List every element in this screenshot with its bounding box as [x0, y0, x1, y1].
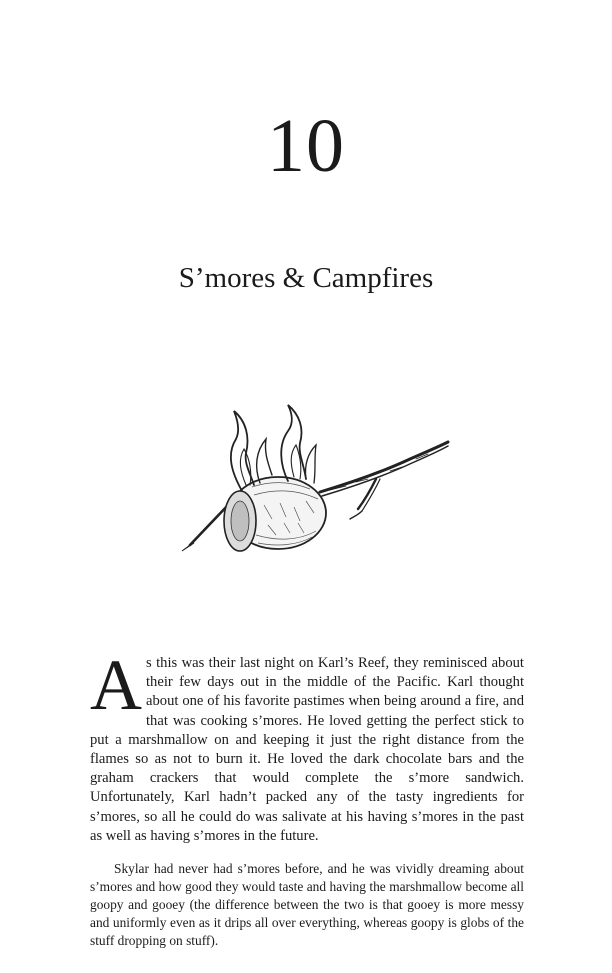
paragraph-1-text: s this was their last night on Karl’s Reef, they reminisced about their few days out in the middle of the Pacific. Karl thought about one of his favorite pastimes when being around a fire, and that was cooking s’mores. He loved getting the perfect stick to put a marshmallow on and keeping it just the right distance from the flames so as not to burn it. He loved the dark chocolate bars and the graham crackers that would complete the s’more sandwich. Unfortunately, Karl hadn’t packed any of the tasty ingredients for s’mores, so all he could do was salivate at his having s’mores in the past as well as having s’mores in the future.	[90, 655, 524, 844]
chapter-number: 10	[267, 104, 345, 188]
body-text	[90, 645, 524, 950]
marshmallow	[224, 477, 326, 551]
chapter-title: S’mores & Campfires	[178, 262, 434, 294]
marshmallow-stick-illustration	[180, 395, 460, 560]
drop-cap: A	[90, 645, 142, 725]
paragraph-1	[90, 645, 524, 846]
paragraph-2: Skylar had never had s’mores before, and he was vividly dreaming about s’mores and how good they would taste and having the marshmallow become all goopy and gooey (the difference between the two is that gooey is more messy and uniformly even as it drips all over everything, whereas goopy is globs of the stuff dropping on stuff).	[90, 861, 524, 949]
